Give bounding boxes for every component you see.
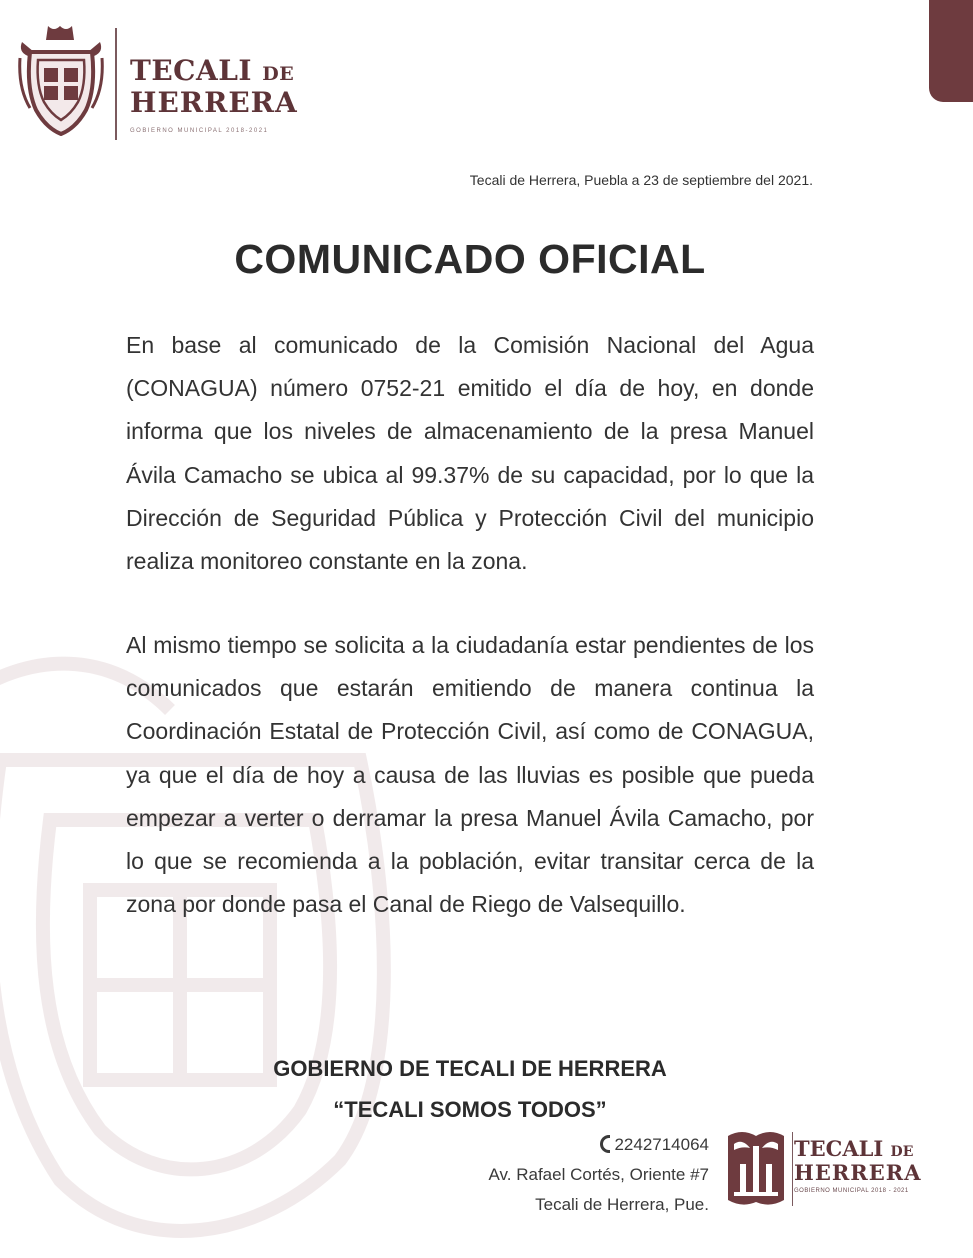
phone-icon (600, 1135, 610, 1153)
footer-brand-line1: TECALI DE (794, 1136, 914, 1161)
brand-name-line2: HERRERA (130, 86, 298, 119)
address-line-1: Av. Rafael Cortés, Oriente #7 (488, 1165, 709, 1184)
phone-number: 2242714064 (614, 1135, 709, 1154)
signature-government: GOBIERNO DE TECALI DE HERRERA (273, 1056, 667, 1081)
signature-slogan: “TECALI SOMOS TODOS” (333, 1097, 607, 1122)
header-logo (18, 24, 308, 142)
body-paragraph-2: Al mismo tiempo se solicita a la ciudadanía estar pendientes de los comunicados que estarán emitiendo de manera continua la Coordinación Estatal de Protección Civil, así como de CONAGUA, ya que el día de hoy a causa de las lluvias es posible que pueda empezar a verter o derramar la presa Manuel Ávila Camacho, por lo que se recomienda a la población, evitar transitar cerca de la zona por donde pasa el Canal de Riego de Valsequillo. (126, 632, 814, 918)
contact-block (489, 1130, 709, 1220)
document-title: COMUNICADO OFICIAL (234, 236, 706, 282)
phone-row (489, 1130, 709, 1160)
brand-name-line1: TECALI DE (130, 54, 295, 87)
footer-logo (726, 1130, 946, 1210)
header-divider (115, 28, 117, 140)
corner-tab (929, 0, 973, 102)
address-line-2: Tecali de Herrera, Pue. (535, 1195, 709, 1214)
crest-icon (18, 24, 104, 136)
footer-brand-subtitle: GOBIERNO MUNICIPAL 2018 - 2021 (794, 1188, 909, 1194)
footer-divider (792, 1132, 793, 1206)
body-paragraph-1: En base al comunicado de la Comisión Nacional del Agua (CONAGUA) número 0752-21 emitido el día de hoy, en donde informa que los niveles de almacenamiento de la presa Manuel Ávila Camacho se ubica al 99.37% de su capacidad, por lo que la Dirección de Seguridad Pública y Protección Civil del municipio realiza monitoreo constante en la zona. (126, 332, 814, 575)
footer-brand-line2: HERRERA (794, 1160, 922, 1185)
brand-subtitle: GOBIERNO MUNICIPAL 2018-2021 (130, 128, 269, 134)
document-date: Tecali de Herrera, Puebla a 23 de septiembre del 2021. (469, 172, 813, 188)
building-icon (726, 1130, 786, 1208)
